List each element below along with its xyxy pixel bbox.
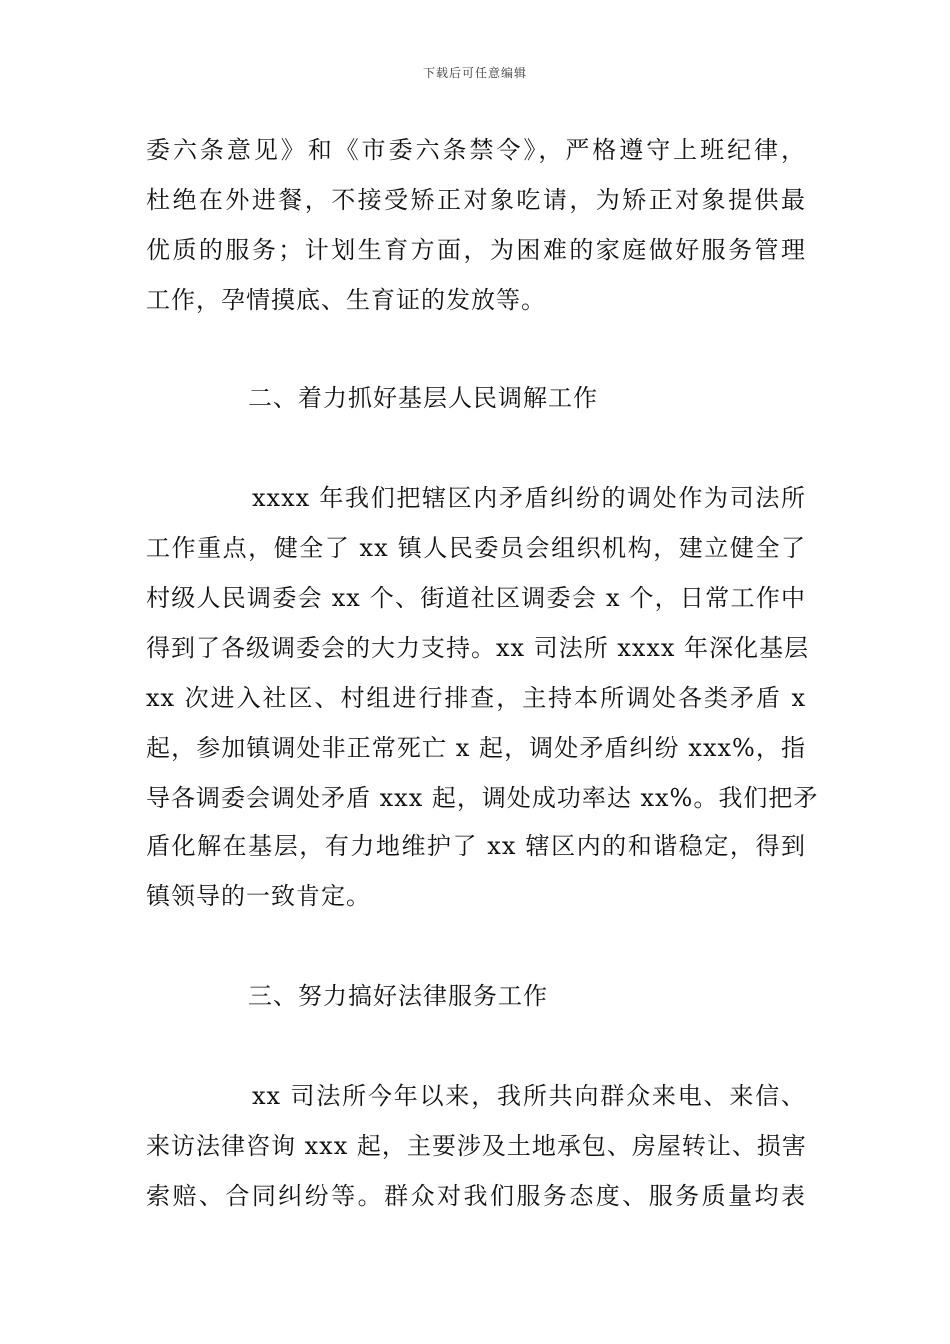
paragraph-line: 委六条意见》和《市委六条禁令》，严格遵守上班纪律， xyxy=(146,136,806,164)
paragraph-line: 镇领导的一致肯定。 xyxy=(146,882,371,910)
section-heading-3: 三、努力搞好法律服务工作 xyxy=(248,982,548,1010)
paragraph-line: 杜绝在外进餐，不接受矫正对象吃请，为矫正对象提供最 xyxy=(146,186,806,214)
paragraph-line: 得到了各级调委会的大力支持。xx 司法所 xxxx 年深化基层 xyxy=(146,634,810,662)
section-heading-2: 二、着力抓好基层人民调解工作 xyxy=(248,384,598,412)
paragraph-line: 起，参加镇调处非正常死亡 x 起，调处矛盾纠纷 xxx%，指 xyxy=(146,734,806,762)
paragraph-line: 来访法律咨询 xxx 起，主要涉及土地承包、房屋转让、损害 xyxy=(146,1132,807,1160)
paragraph-line: 村级人民调委会 xx 个、街道社区调委会 x 个，日常工作中 xyxy=(146,584,806,612)
paragraph-line: 导各调委会调处矛盾 xxx 起，调处成功率达 xx%。我们把矛 xyxy=(146,784,819,812)
paragraph-first-line: xx 司法所今年以来，我所共向群众来电、来信、 xyxy=(252,1082,806,1110)
header-note: 下载后可任意编辑 xyxy=(422,66,527,80)
paragraph-line: 盾化解在基层，有力地维护了 xx 辖区内的和谐稳定，得到 xyxy=(146,832,806,860)
paragraph-line: 工作，孕情摸底、生育证的发放等。 xyxy=(146,286,546,314)
paragraph-line: 优质的服务；计划生育方面，为困难的家庭做好服务管理 xyxy=(146,236,806,264)
paragraph-line: 索赔、合同纠纷等。群众对我们服务态度、服务质量均表 xyxy=(146,1182,806,1210)
paragraph-line: 工作重点，健全了 xx 镇人民委员会组织机构，建立健全了 xyxy=(146,534,806,562)
paragraph-line: xx 次进入社区、村组进行排查，主持本所调处各类矛盾 x xyxy=(146,684,806,712)
paragraph-first-line: xxxx 年我们把辖区内矛盾纠纷的调处作为司法所 xyxy=(252,484,806,512)
